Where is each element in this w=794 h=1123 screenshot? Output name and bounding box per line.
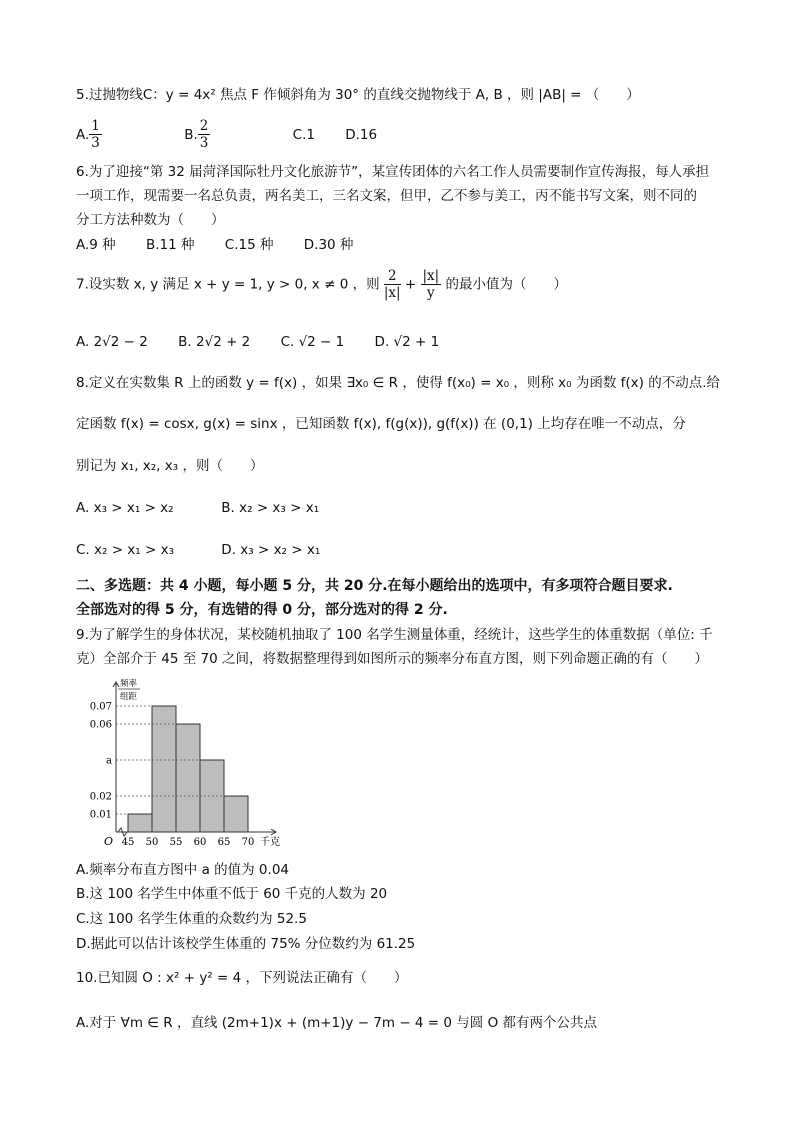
q8-options-row1 [76,498,345,518]
q7-options [76,332,465,352]
x-tick-label: 55 [169,837,183,848]
y-tick-label: 0.02 [89,791,112,803]
q5-option-b: B. $\frac{2}{3}$ [184,118,209,151]
x-tick-label: 60 [193,837,207,848]
q8-option-c: C. x₂ > x₁ > x₃ [76,542,175,558]
histogram-bar [128,814,152,832]
x-tick-label: 45 [121,837,135,848]
q6-line2: 一项工作，现需要一名总负责，两名美工，三名文案，但甲，乙不参与美工，丙不能书写文案，则不同的 [76,188,697,204]
q6-option-c: C.15 种 [224,237,274,253]
q9-option-d: D.据此可以估计该校学生体重的 75% 分位数约为 61.25 [76,936,416,952]
q6-option-d: D.30 种 [303,237,354,253]
q5-option-c: C.1 [292,126,315,143]
q9-option-c: C.这 100 名学生体重的众数约为 52.5 [76,911,307,927]
x-axis-label: 千克 [260,837,280,848]
y-label-top: 频率 [120,679,138,689]
histogram-bar [152,706,176,832]
q9-option-b: B.这 100 名学生中体重不低于 60 千克的人数为 20 [76,886,388,902]
q9-line1: 9.为了解学生的身体状况，某校随机抽取了 100 名学生测量体重，经统计，这些学生的体重数据（单位: 千 [76,627,713,643]
q7-option-b: B. 2√2 + 2 [178,334,251,350]
q6-options [76,235,379,255]
q7-fraction-2: $\frac{|x|}{y}$ [422,268,440,301]
q7-fraction-1: $\frac{2}{|x|}$ [383,268,401,301]
q10-stem: 10.已知圆 O : x² + y² = 4 ，下列说法正确有（ ） [76,970,408,986]
x-tick-label: 70 [241,837,255,848]
q5-options [76,118,403,160]
q8-line2: 定函数 f(x) = cosx, g(x) = sinx ，已知函数 f(x), f(g(x)), g(f(x)) 在 (0,1) 上均存在唯一不动点，分 [76,416,686,432]
histogram-chart [76,672,296,850]
q5-option-d: D.16 [345,126,378,143]
y-tick-label: 0.07 [89,701,112,713]
q8-options-row2 [76,540,346,560]
q9-line2: 克）全部介于 45 至 70 之间，将数据整理得到如图所示的频率分布直方图，则下列命题正确的有（ ） [76,651,709,667]
y-tick-label: 0.06 [89,719,112,731]
q7-option-a: A. 2√2 − 2 [76,334,148,350]
histogram-bar [224,796,248,832]
origin-label: O [104,835,114,848]
q8-line1: 8.定义在实数集 R 上的函数 y = f(x) ，如果 ∃x₀ ∈ R ，使得 f(x₀) = x₀ ，则称 x₀ 为函数 f(x) 的不动点.给 [76,375,721,391]
q5-stem: 5.过抛物线C：y = 4x² 焦点 F 作倾斜角为 30° 的直线交抛物线于 A, B ，则 |AB| = （ ） [76,87,640,103]
histogram-bar [176,724,200,832]
q7-option-d: D. √2 + 1 [374,334,440,350]
section2-heading-line2: 全部选对的得 5 分，有选错的得 0 分，部分选对的得 2 分. [76,602,448,618]
q7-option-c: C. √2 − 1 [280,334,345,350]
y-tick-label: 0.01 [89,809,112,821]
q7-stem: 7.设实数 x, y 满足 x + y = 1, y > 0, x ≠ 0 ，则 $\frac{2}{|x|}$ + $\frac{|x|}{y}$ 的最小值为（ ） [76,268,568,301]
q6-option-b: B.11 种 [145,237,195,253]
q5-option-a: A. $\frac{1}{3}$ [76,118,100,151]
q8-line3: 别记为 x₁, x₂, x₃ ，则（ ） [76,458,264,474]
x-tick-label: 50 [145,837,159,848]
q9-option-a: A.频率分布直方图中 a 的值为 0.04 [76,862,289,878]
q6-line1: 6.为了迎接“第 32 届菏泽国际牡丹文化旅游节”，某宣传团体的六名工作人员需要制作宣传海报，每人承担 [76,164,710,180]
q10-option-a: A.对于 ∀m ∈ R ，直线 (2m+1)x + (m+1)y − 7m − 4 = 0 与圆 O 都有两个公共点 [76,1015,598,1031]
y-label-bottom: 组距 [120,692,138,702]
q8-option-d: D. x₃ > x₂ > x₁ [221,542,321,558]
section2-heading-line1: 二、多选题：共 4 小题，每小题 5 分，共 20 分.在每小题给出的选项中，有多项符合题目要求. [76,578,673,594]
q8-option-a: A. x₃ > x₁ > x₂ [76,500,174,516]
q6-option-a: A.9 种 [76,237,116,253]
y-tick-label: a [106,755,112,767]
q6-line3: 分工方法种数为（ ） [76,212,225,228]
x-tick-label: 65 [217,837,231,848]
q8-option-b: B. x₂ > x₃ > x₁ [221,500,320,516]
